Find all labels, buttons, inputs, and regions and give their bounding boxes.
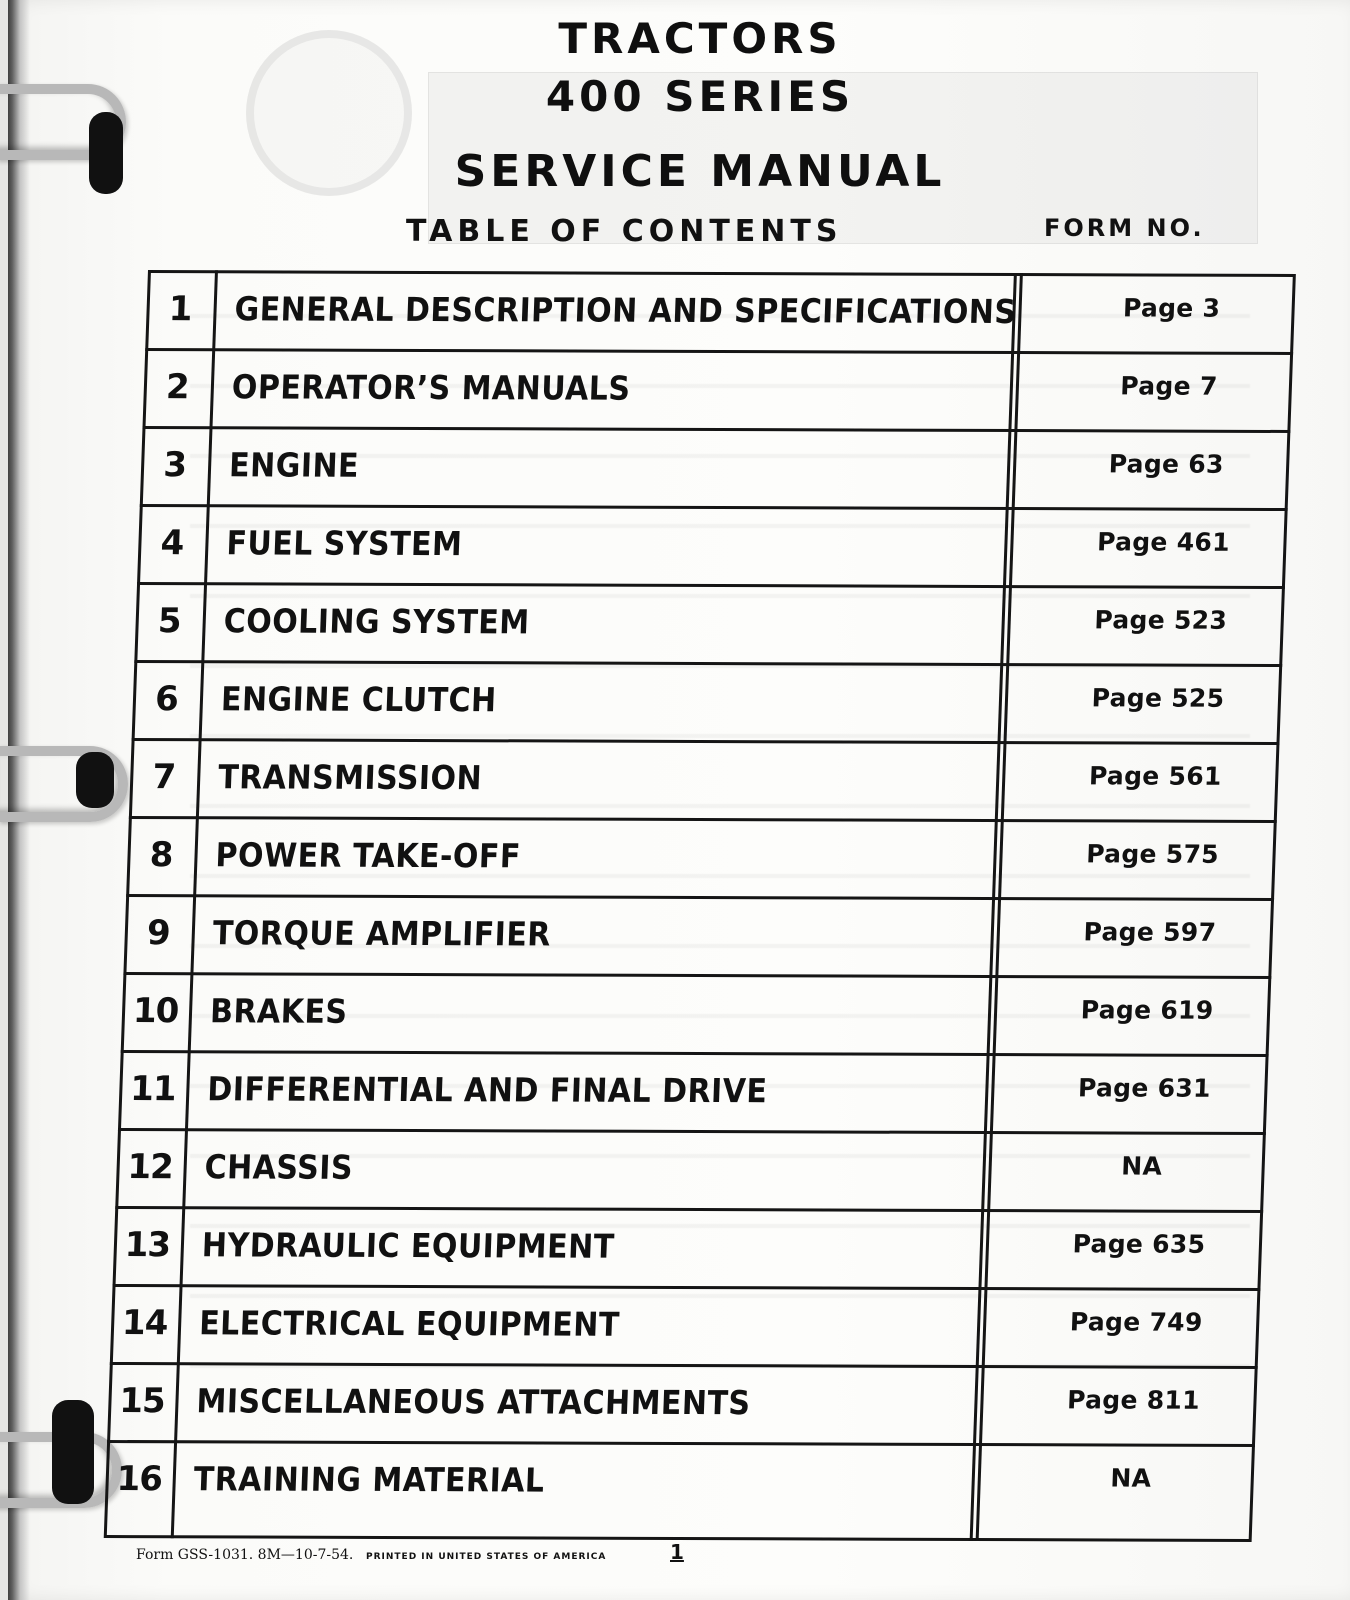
- section-title: TORQUE AMPLIFIER: [212, 913, 552, 954]
- table-row: [134, 582, 1285, 664]
- table-row: [145, 270, 1296, 352]
- section-title: ENGINE: [228, 445, 360, 485]
- page-reference: Page 635: [1072, 1229, 1206, 1259]
- section-title: HYDRAULIC EQUIPMENT: [201, 1225, 616, 1266]
- row-number: 12: [126, 1147, 174, 1188]
- section-title: COOLING SYSTEM: [223, 601, 531, 642]
- footer-printed-note: PRINTED IN UNITED STATES OF AMERICA: [366, 1552, 607, 1562]
- footer-form-info: Form GSS-1031. 8M—10-7-54.: [136, 1547, 354, 1563]
- table-row: [137, 504, 1288, 586]
- row-number: 14: [121, 1303, 169, 1344]
- table-row: [123, 894, 1274, 976]
- contents-table: [104, 270, 1296, 1542]
- title-line-1: TRACTORS: [558, 14, 842, 63]
- row-number: 1: [168, 289, 193, 330]
- section-title: GENERAL DESCRIPTION AND SPECIFICATIONS: [233, 289, 1018, 332]
- table-of-contents-heading: TABLE OF CONTENTS: [406, 214, 843, 249]
- page-reference: Page 631: [1077, 1073, 1212, 1103]
- title-line-2: 400 SERIES: [545, 72, 855, 121]
- section-title: ENGINE CLUTCH: [220, 679, 498, 720]
- binder-hole-middle: [76, 752, 114, 808]
- table-row: [140, 426, 1291, 508]
- row-number: 15: [118, 1381, 166, 1422]
- row-number: 6: [154, 679, 179, 720]
- section-title: OPERATOR’S MANUALS: [231, 367, 632, 408]
- row-number: 11: [129, 1069, 177, 1110]
- binder-hole-top: [89, 112, 123, 194]
- table-row: [118, 1050, 1269, 1132]
- row-number: 16: [115, 1459, 163, 1500]
- page-reference: Page 63: [1108, 449, 1225, 479]
- page-reference: Page 523: [1093, 605, 1228, 635]
- row-number: 2: [165, 367, 190, 408]
- row-number: 3: [162, 445, 187, 486]
- section-title: BRAKES: [209, 991, 349, 1031]
- row-number: 9: [146, 913, 171, 954]
- table-row: [104, 1440, 1255, 1522]
- table-row: [143, 348, 1294, 430]
- page-reference: Page 597: [1083, 917, 1217, 947]
- page-reference: NA: [1109, 1463, 1152, 1493]
- row-number: 8: [149, 835, 174, 876]
- table-row: [121, 972, 1272, 1054]
- section-title: CHASSIS: [204, 1147, 354, 1187]
- page-reference: NA: [1120, 1151, 1163, 1181]
- page-reference: Page 525: [1091, 683, 1225, 713]
- page-reference: Page 461: [1096, 527, 1231, 557]
- section-title: FUEL SYSTEM: [225, 523, 464, 564]
- binder-hole-bottom: [52, 1400, 94, 1504]
- table-row: [107, 1362, 1258, 1444]
- section-title: POWER TAKE-OFF: [214, 835, 522, 876]
- footer-page-number: 1: [670, 1540, 684, 1564]
- table-row: [132, 660, 1283, 742]
- table-row: [115, 1128, 1266, 1210]
- row-number: 7: [151, 757, 176, 798]
- page-reference: Page 7: [1119, 371, 1219, 401]
- page-reference: Page 575: [1085, 839, 1220, 869]
- manual-page: [8, 0, 1350, 1600]
- section-title: TRANSMISSION: [217, 757, 483, 798]
- row-number: 5: [157, 601, 182, 642]
- table-row: [129, 738, 1280, 820]
- row-number: 10: [132, 991, 179, 1032]
- table-row: [113, 1206, 1264, 1288]
- title-line-3: SERVICE MANUAL: [454, 146, 946, 197]
- page-reference: Page 811: [1066, 1385, 1201, 1415]
- page-reference: Page 619: [1080, 995, 1214, 1025]
- row-number: 13: [124, 1225, 171, 1266]
- page-reference: Page 3: [1122, 293, 1221, 323]
- section-title: MISCELLANEOUS ATTACHMENTS: [195, 1381, 752, 1423]
- page-reference: Page 561: [1088, 761, 1223, 791]
- page-reference: Page 749: [1069, 1307, 1204, 1337]
- form-number-heading: FORM NO.: [1044, 214, 1205, 242]
- row-number: 4: [159, 523, 184, 564]
- section-title: DIFFERENTIAL AND FINAL DRIVE: [206, 1069, 769, 1111]
- table-row: [110, 1284, 1261, 1366]
- section-title: TRAINING MATERIAL: [193, 1459, 546, 1500]
- table-row: [126, 816, 1277, 898]
- section-title: ELECTRICAL EQUIPMENT: [198, 1303, 621, 1344]
